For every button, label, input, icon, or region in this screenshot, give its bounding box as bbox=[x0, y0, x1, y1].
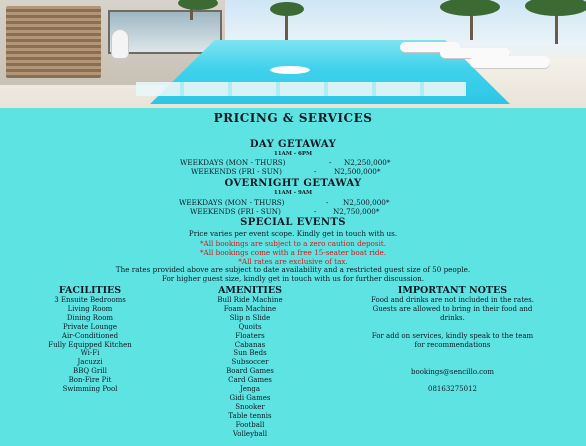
list-item: Jacuzzi bbox=[77, 358, 103, 367]
palm-tree-frond bbox=[525, 0, 586, 16]
rate-label: WEEKDAYS (MON - THURS) bbox=[179, 198, 285, 207]
list-item: Gidi Games bbox=[229, 393, 271, 402]
list-item: Fully Equipped Kitchen bbox=[48, 340, 132, 349]
notes-line: Food and drinks are not included in the rates. bbox=[371, 296, 534, 304]
rate-label: WEEKDAYS (MON - THURS) bbox=[180, 158, 286, 167]
list-item: Private Lounge bbox=[62, 322, 118, 331]
list-item: Card Games bbox=[228, 376, 272, 385]
list-item: Dining Room bbox=[66, 313, 114, 322]
list-item: Table tennis bbox=[228, 411, 272, 420]
list-item: Board Games bbox=[226, 367, 274, 376]
rate-separator: - bbox=[314, 207, 317, 216]
notice-boat-ride: *All bookings come with a free 15-seater boat ride. bbox=[199, 248, 387, 257]
rate-label: WEEKENDS (FRI - SUN) bbox=[191, 167, 282, 176]
palm-tree-frond bbox=[440, 0, 500, 16]
list-item: BBQ Grill bbox=[73, 367, 107, 376]
overnight-getaway-hours: 11AM - 9AM bbox=[273, 190, 313, 196]
day-getaway-hours: 11AM - 6PM bbox=[273, 151, 313, 157]
facilities-heading: FACILITIES bbox=[58, 285, 122, 296]
list-item: Volleyball bbox=[232, 429, 268, 438]
notes-line: drinks. bbox=[440, 313, 465, 322]
page-title: PRICING & SERVICES bbox=[213, 111, 373, 125]
day-getaway-heading: DAY GETAWAY bbox=[249, 139, 337, 150]
rate-separator: - bbox=[329, 158, 332, 167]
list-item: Subsoccer bbox=[231, 358, 269, 367]
list-item: Jenga bbox=[239, 385, 261, 394]
rate-price: N2,500,000* bbox=[334, 167, 381, 176]
list-item: Football bbox=[235, 420, 265, 429]
rate-price: N2,250,000* bbox=[344, 158, 391, 167]
robot-figure bbox=[112, 30, 128, 58]
list-item: Sun Beds bbox=[233, 349, 267, 358]
amenities-list bbox=[185, 296, 315, 439]
facilities-list bbox=[20, 296, 160, 394]
amenities-heading: AMENITIES bbox=[218, 285, 282, 296]
notice-deposit: *All bookings are subject to a zero caution deposit. bbox=[199, 239, 387, 248]
special-events-text: Price varies per event scope. Kindly get in touch with us. bbox=[188, 229, 398, 238]
sun-lounger bbox=[470, 56, 550, 68]
rate-separator: - bbox=[326, 198, 329, 207]
list-item: Bon-Fire Pit bbox=[68, 376, 112, 385]
contact-email[interactable]: bookings@sencillo.com bbox=[411, 368, 494, 376]
special-events-heading: SPECIAL EVENTS bbox=[240, 217, 346, 228]
rate-separator: - bbox=[314, 167, 317, 176]
notice-tax: *All rates are exclusive of tax. bbox=[238, 257, 348, 266]
list-item: Cabanas bbox=[234, 340, 266, 349]
rate-price: N2,500,000* bbox=[343, 198, 390, 207]
list-item: Foam Machine bbox=[223, 304, 277, 313]
important-notes bbox=[330, 296, 575, 358]
list-item: Wi-Fi bbox=[80, 349, 100, 358]
list-item: Snooker bbox=[235, 402, 265, 411]
list-item: Swimming Pool bbox=[62, 385, 118, 394]
list-item: Air-Conditioned bbox=[61, 331, 119, 340]
list-item: Quoits bbox=[238, 322, 262, 331]
list-item: Slip n Slide bbox=[229, 313, 271, 322]
notes-paragraph bbox=[330, 332, 575, 350]
pool-steps bbox=[136, 82, 466, 96]
terms-line: The rates provided above are subject to date availability and a restricted guest size of 50 people. bbox=[115, 265, 471, 274]
overnight-getaway-heading: OVERNIGHT GETAWAY bbox=[224, 178, 362, 189]
pool-float bbox=[270, 66, 310, 74]
important-notes-heading: IMPORTANT NOTES bbox=[397, 285, 508, 296]
wooden-slats bbox=[6, 6, 101, 78]
list-item: Floaters bbox=[235, 331, 265, 340]
rate-price: N2,750,000* bbox=[333, 207, 380, 216]
pricing-content bbox=[0, 108, 586, 446]
palm-tree-frond bbox=[270, 2, 304, 16]
list-item: Living Room bbox=[67, 304, 113, 313]
terms-line: For higher guest size, kindly get in touch with us for further discussion. bbox=[161, 274, 425, 283]
notes-line: For add on services, kindly speak to the team bbox=[371, 331, 534, 340]
list-item: 3 Ensuite Bedrooms bbox=[54, 296, 126, 304]
list-item: Bull Ride Machine bbox=[217, 296, 283, 304]
notes-line: Guests are allowed to bring in their food and bbox=[372, 304, 533, 313]
contact-phone[interactable]: 08163275012 bbox=[428, 385, 477, 393]
notes-paragraph bbox=[330, 296, 575, 323]
rate-label: WEEKENDS (FRI - SUN) bbox=[190, 207, 281, 216]
notes-line: for recommendations bbox=[414, 340, 491, 349]
hero-photo bbox=[0, 0, 586, 108]
